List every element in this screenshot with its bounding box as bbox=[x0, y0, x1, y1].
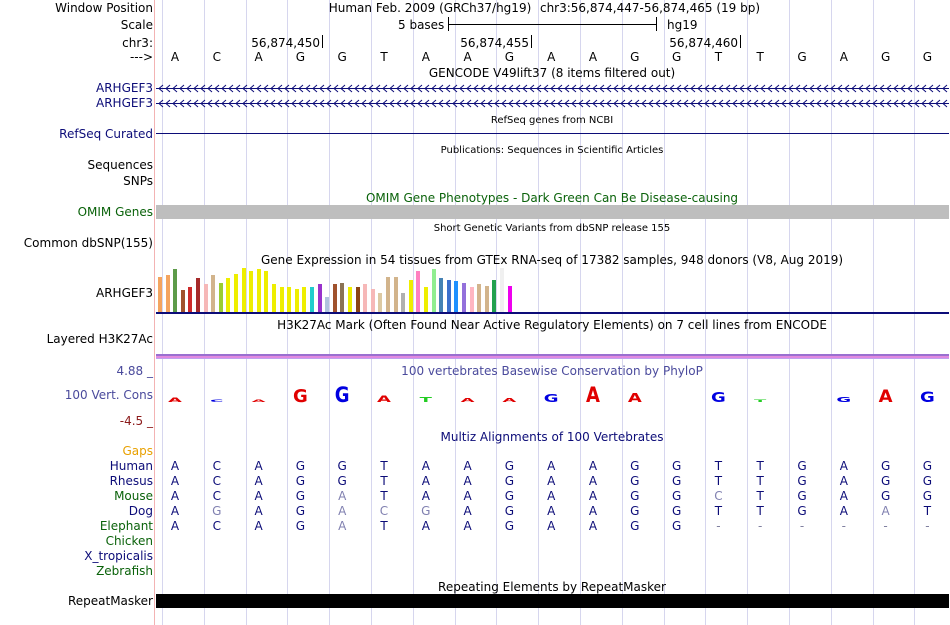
dna-base: G bbox=[880, 50, 891, 64]
dna-base: A bbox=[839, 50, 848, 64]
alignment-base: A bbox=[839, 459, 848, 473]
phylop-min-label: -4.5 _ bbox=[119, 414, 153, 428]
phylop-letter: A bbox=[586, 382, 600, 408]
alignment-base: A bbox=[254, 474, 263, 488]
publications-track-title[interactable]: Publications: Sequences in Scientific Articles bbox=[440, 145, 664, 156]
scale-bar-left-tick bbox=[448, 17, 449, 31]
alignment-base: A bbox=[254, 504, 263, 518]
alignment-base: A bbox=[254, 489, 263, 503]
conservation-track-label[interactable]: 100 Vert. Cons bbox=[64, 388, 153, 402]
species-label[interactable]: Zebrafish bbox=[96, 564, 153, 578]
gtex-tissue-bar[interactable] bbox=[447, 280, 451, 312]
alignment-base: G bbox=[504, 459, 515, 473]
alignment-base: C bbox=[212, 519, 221, 533]
ruler-label-1: 56,874,450 bbox=[251, 36, 320, 50]
gtex-tissue-bar[interactable] bbox=[386, 277, 390, 312]
gtex-tissue-bar[interactable] bbox=[477, 284, 481, 312]
repeatmasker-element[interactable] bbox=[156, 594, 949, 608]
gtex-tissue-bar[interactable] bbox=[204, 284, 208, 312]
phylop-letter: A bbox=[502, 397, 517, 404]
species-label[interactable]: Dog bbox=[128, 504, 153, 518]
dna-base: T bbox=[714, 50, 723, 64]
alignment-base: A bbox=[421, 474, 430, 488]
snps-track-label[interactable]: SNPs bbox=[123, 174, 153, 188]
gtex-tissue-bar[interactable] bbox=[492, 280, 496, 312]
phylop-letter: G bbox=[543, 392, 559, 405]
alignment-base: A bbox=[170, 459, 180, 473]
alignment-base: G bbox=[880, 459, 891, 473]
alignment-base: A bbox=[170, 489, 180, 503]
alignment-base: T bbox=[380, 459, 388, 473]
alignment-base: A bbox=[547, 474, 556, 488]
alignment-base: G bbox=[922, 489, 933, 503]
alignment-base: G bbox=[797, 489, 807, 503]
alignment-base: A bbox=[547, 519, 556, 533]
alignment-base: G bbox=[295, 459, 306, 473]
gtex-baseline bbox=[156, 312, 949, 314]
gtex-tissue-bar[interactable] bbox=[371, 289, 375, 312]
gtex-tissue-bar[interactable] bbox=[318, 284, 322, 312]
gtex-tissue-bar[interactable] bbox=[242, 268, 246, 312]
alignment-base: C bbox=[212, 474, 221, 488]
dna-base: G bbox=[630, 50, 640, 64]
dna-base: A bbox=[254, 50, 263, 64]
gtex-tissue-bar[interactable] bbox=[219, 283, 223, 312]
position-text: chr3:56,874,447-56,874,465 (19 bp) bbox=[539, 1, 761, 15]
scale-db: hg19 bbox=[667, 18, 698, 32]
ruler-tick-2 bbox=[531, 35, 532, 48]
strand-toggle[interactable]: ---> bbox=[129, 50, 153, 64]
gencode-track-label-1[interactable]: ARHGEF3 bbox=[96, 81, 153, 95]
gtex-tissue-bar[interactable] bbox=[234, 274, 238, 312]
alignment-base: - bbox=[758, 519, 763, 533]
phylop-track-title[interactable]: 100 vertebrates Basewise Conservation by PhyloP bbox=[401, 364, 703, 378]
alignment-base: G bbox=[880, 489, 891, 503]
gencode-transcript-2[interactable] bbox=[156, 99, 949, 108]
alignment-base: G bbox=[337, 474, 347, 488]
gtex-tissue-bar[interactable] bbox=[249, 271, 253, 312]
gencode-transcript-1[interactable] bbox=[156, 84, 949, 93]
alignment-base: A bbox=[463, 474, 472, 488]
alignment-base: G bbox=[671, 519, 682, 533]
repeatmasker-track-label[interactable]: RepeatMasker bbox=[67, 594, 153, 608]
alignment-base: A bbox=[547, 504, 556, 518]
alignment-base: A bbox=[588, 474, 598, 488]
gtex-tissue-bar[interactable] bbox=[356, 287, 360, 312]
gencode-strand-arrows-2 bbox=[156, 99, 949, 108]
phylop-letter: A bbox=[878, 387, 893, 407]
dna-base: G bbox=[671, 50, 682, 64]
alignment-base: G bbox=[797, 504, 807, 518]
alignment-base: T bbox=[756, 504, 764, 518]
alignment-base: A bbox=[170, 474, 180, 488]
alignment-base: G bbox=[671, 489, 682, 503]
ruler-tick-1 bbox=[322, 35, 323, 48]
species-label[interactable]: Mouse bbox=[114, 489, 153, 503]
label-column-divider bbox=[154, 0, 155, 625]
gtex-tissue-bar[interactable] bbox=[401, 293, 405, 312]
dna-base: A bbox=[170, 50, 180, 64]
phylop-letter: G bbox=[334, 382, 350, 408]
gtex-tissue-bar[interactable] bbox=[302, 287, 306, 312]
alignment-base: A bbox=[463, 504, 472, 518]
scale-label[interactable]: Scale bbox=[120, 18, 153, 32]
alignment-base: A bbox=[547, 459, 556, 473]
scale-text: 5 bases bbox=[398, 18, 445, 32]
gtex-tissue-bar[interactable] bbox=[409, 280, 413, 312]
alignment-base: A bbox=[338, 519, 347, 533]
alignment-base: G bbox=[671, 459, 682, 473]
refseq-gene-line[interactable] bbox=[156, 133, 949, 134]
gtex-tissue-bar[interactable] bbox=[500, 268, 504, 312]
chrom-label[interactable]: chr3: bbox=[122, 36, 153, 50]
gtex-tissue-bar[interactable] bbox=[188, 287, 192, 312]
sequences-track-label[interactable]: Sequences bbox=[87, 158, 153, 172]
species-label[interactable]: Rhesus bbox=[109, 474, 153, 488]
scale-bar-right-tick bbox=[656, 17, 657, 31]
phylop-letter: A bbox=[168, 397, 182, 404]
ruler-label-2: 56,874,455 bbox=[460, 36, 529, 50]
alignment-base: A bbox=[588, 459, 598, 473]
gtex-track-label[interactable]: ARHGEF3 bbox=[96, 286, 153, 300]
dna-base: G bbox=[337, 50, 347, 64]
alignment-base: G bbox=[922, 474, 933, 488]
refseq-track-title[interactable]: RefSeq genes from NCBI bbox=[490, 115, 614, 126]
gtex-tissue-bar[interactable] bbox=[196, 278, 200, 312]
alignment-base: - bbox=[925, 519, 930, 533]
alignment-base: A bbox=[839, 504, 848, 518]
dna-base: G bbox=[922, 50, 933, 64]
species-label[interactable]: Human bbox=[109, 459, 153, 473]
phylop-letter: C bbox=[210, 399, 224, 403]
alignment-base: - bbox=[799, 519, 805, 533]
gtex-tissue-bar[interactable] bbox=[310, 287, 314, 312]
gtex-tissue-bar[interactable] bbox=[394, 277, 398, 312]
alignment-base: G bbox=[671, 504, 682, 518]
gtex-tissue-bar[interactable] bbox=[325, 297, 329, 312]
gtex-tissue-bar[interactable] bbox=[264, 271, 268, 312]
alignment-base: - bbox=[716, 519, 721, 533]
gtex-tissue-bar[interactable] bbox=[508, 286, 512, 312]
gencode-track-title[interactable]: GENCODE V49lift37 (8 items filtered out) bbox=[428, 66, 676, 80]
gtex-tissue-bar[interactable] bbox=[166, 275, 170, 312]
gtex-tissue-bar[interactable] bbox=[462, 283, 466, 312]
alignment-base: T bbox=[756, 459, 764, 473]
phylop-letter: A bbox=[627, 390, 642, 406]
dna-base: A bbox=[421, 50, 430, 64]
phylop-letter: T bbox=[754, 398, 767, 404]
dna-base: T bbox=[380, 50, 388, 64]
gaps-label[interactable]: Gaps bbox=[122, 444, 153, 458]
gtex-tissue-bar[interactable] bbox=[333, 284, 337, 312]
h3k27ac-track-title[interactable]: H3K27Ac Mark (Often Found Near Active Regulatory Elements) on 7 cell lines from ENCODE bbox=[277, 318, 827, 332]
gtex-tissue-bar[interactable] bbox=[340, 283, 344, 312]
gtex-tissue-bar[interactable] bbox=[416, 271, 420, 312]
gtex-tissue-bar[interactable] bbox=[280, 287, 284, 312]
gtex-tissue-bar[interactable] bbox=[181, 290, 185, 312]
phylop-letter: G bbox=[293, 386, 308, 407]
alignment-base: A bbox=[463, 519, 472, 533]
alignment-base: A bbox=[254, 459, 263, 473]
alignment-base: A bbox=[170, 519, 180, 533]
phylop-letter: A bbox=[251, 399, 266, 403]
alignment-base: G bbox=[504, 504, 515, 518]
species-label[interactable]: X_tropicalis bbox=[84, 549, 153, 563]
alignment-base: A bbox=[463, 459, 472, 473]
gtex-tissue-bar[interactable] bbox=[295, 289, 299, 312]
alignment-base: G bbox=[295, 504, 306, 518]
alignment-base: T bbox=[714, 474, 723, 488]
gtex-tissue-bar[interactable] bbox=[158, 277, 162, 312]
gtex-tissue-bar[interactable] bbox=[424, 287, 428, 312]
gtex-tissue-bar[interactable] bbox=[454, 281, 458, 312]
species-label[interactable]: Chicken bbox=[105, 534, 153, 548]
alignment-base: G bbox=[797, 459, 807, 473]
alignment-base: G bbox=[630, 489, 640, 503]
alignment-base: A bbox=[338, 489, 347, 503]
gtex-bar-graph[interactable] bbox=[156, 267, 556, 312]
alignment-base: C bbox=[714, 489, 723, 503]
h3k27ac-track-label[interactable]: Layered H3K27Ac bbox=[46, 332, 153, 346]
phylop-letter: T bbox=[419, 395, 432, 405]
dbsnp-track-title[interactable]: Short Genetic Variants from dbSNP release 155 bbox=[433, 223, 671, 234]
assembly-text: Human Feb. 2009 (GRCh37/hg19) bbox=[328, 1, 532, 15]
alignment-base: G bbox=[797, 474, 807, 488]
h3k27ac-signal-3 bbox=[156, 358, 949, 359]
alignment-base: A bbox=[463, 489, 472, 503]
dna-base: G bbox=[797, 50, 807, 64]
gtex-tissue-bar[interactable] bbox=[272, 284, 276, 312]
gtex-track-title[interactable]: Gene Expression in 54 tissues from GTEx RNA-seq of 17382 samples, 948 donors (V8, Aug 2019) bbox=[260, 253, 844, 267]
gtex-tissue-bar[interactable] bbox=[211, 275, 215, 312]
phylop-letter: G bbox=[836, 395, 852, 405]
gtex-tissue-bar[interactable] bbox=[363, 284, 367, 312]
alignment-base: A bbox=[839, 489, 848, 503]
alignment-base: A bbox=[881, 504, 890, 518]
alignment-base: A bbox=[588, 519, 598, 533]
alignment-base: G bbox=[630, 519, 640, 533]
alignment-base: T bbox=[380, 474, 388, 488]
phylop-logo[interactable] bbox=[156, 380, 949, 412]
alignment-base: T bbox=[380, 489, 388, 503]
alignment-base: A bbox=[547, 489, 556, 503]
dna-base: G bbox=[504, 50, 515, 64]
dna-base: A bbox=[463, 50, 472, 64]
dna-base: A bbox=[588, 50, 598, 64]
alignment-base: C bbox=[212, 459, 221, 473]
ruler-label-3: 56,874,460 bbox=[669, 36, 738, 50]
gtex-tissue-bar[interactable] bbox=[287, 287, 291, 312]
multiz-track-title[interactable]: Multiz Alignments of 100 Vertebrates bbox=[440, 430, 664, 444]
alignment-base: G bbox=[295, 489, 306, 503]
dna-base: T bbox=[756, 50, 764, 64]
phylop-letter: G bbox=[711, 389, 726, 406]
alignment-base: - bbox=[841, 519, 846, 533]
alignment-base: G bbox=[922, 459, 933, 473]
gencode-track-label-2[interactable]: ARHGEF3 bbox=[96, 96, 153, 110]
gtex-tissue-bar[interactable] bbox=[378, 293, 382, 312]
alignment-base: G bbox=[630, 474, 640, 488]
omim-gene-bar[interactable] bbox=[156, 205, 949, 219]
alignment-base: G bbox=[504, 474, 515, 488]
alignment-base: A bbox=[338, 504, 347, 518]
alignment-base: T bbox=[756, 489, 764, 503]
refseq-track-label[interactable]: RefSeq Curated bbox=[59, 127, 153, 141]
phylop-letter: A bbox=[377, 394, 391, 405]
alignment-base: T bbox=[923, 504, 932, 518]
alignment-base: A bbox=[839, 474, 848, 488]
gtex-tissue-bar[interactable] bbox=[226, 278, 230, 312]
gtex-tissue-bar[interactable] bbox=[485, 286, 489, 312]
gtex-tissue-bar[interactable] bbox=[439, 278, 443, 312]
alignment-base: A bbox=[421, 489, 430, 503]
omim-track-label[interactable]: OMIM Genes bbox=[77, 205, 153, 219]
alignment-base: T bbox=[714, 459, 723, 473]
gtex-tissue-bar[interactable] bbox=[257, 269, 261, 312]
alignment-base: G bbox=[880, 474, 891, 488]
alignment-base: T bbox=[380, 519, 388, 533]
alignment-base: A bbox=[421, 519, 430, 533]
phylop-letter: A bbox=[460, 397, 475, 404]
gtex-tissue-bar[interactable] bbox=[173, 269, 177, 312]
alignment-base: G bbox=[630, 504, 640, 518]
gencode-strand-arrows-1 bbox=[156, 84, 949, 93]
dna-base: A bbox=[547, 50, 556, 64]
window-position-label[interactable]: Window Position bbox=[55, 1, 153, 15]
ruler-tick-3 bbox=[740, 35, 741, 48]
alignment-base: A bbox=[588, 489, 598, 503]
alignment-base: T bbox=[714, 504, 723, 518]
alignment-base: A bbox=[254, 519, 263, 533]
alignment-base: G bbox=[337, 459, 347, 473]
alignment-base: A bbox=[170, 504, 180, 518]
alignment-base: G bbox=[671, 474, 682, 488]
gtex-tissue-bar[interactable] bbox=[470, 287, 474, 312]
species-label[interactable]: Elephant bbox=[99, 519, 153, 533]
alignment-base: C bbox=[212, 489, 221, 503]
gtex-tissue-bar[interactable] bbox=[432, 269, 436, 312]
scale-bar bbox=[449, 24, 657, 25]
alignment-base: - bbox=[883, 519, 888, 533]
alignment-base: G bbox=[421, 504, 431, 518]
alignment-base: A bbox=[588, 504, 598, 518]
alignment-base: G bbox=[295, 519, 306, 533]
alignment-base: G bbox=[630, 459, 640, 473]
phylop-letter: G bbox=[920, 388, 935, 406]
alignment-base: A bbox=[421, 459, 430, 473]
alignment-base: G bbox=[212, 504, 222, 518]
dna-base: G bbox=[295, 50, 306, 64]
gtex-tissue-bar[interactable] bbox=[348, 287, 352, 312]
repeatmasker-track-title[interactable]: Repeating Elements by RepeatMasker bbox=[438, 580, 666, 594]
alignment-base: C bbox=[379, 504, 389, 518]
omim-track-title[interactable]: OMIM Gene Phenotypes - Dark Green Can Be Disease-causing bbox=[365, 191, 739, 205]
alignment-base: G bbox=[504, 519, 515, 533]
alignment-base: T bbox=[756, 474, 764, 488]
dna-base: C bbox=[212, 50, 221, 64]
alignment-base: G bbox=[295, 474, 306, 488]
alignment-base: G bbox=[504, 489, 515, 503]
dbsnp-track-label[interactable]: Common dbSNP(155) bbox=[23, 236, 153, 250]
phylop-max-label: 4.88 _ bbox=[116, 364, 153, 378]
